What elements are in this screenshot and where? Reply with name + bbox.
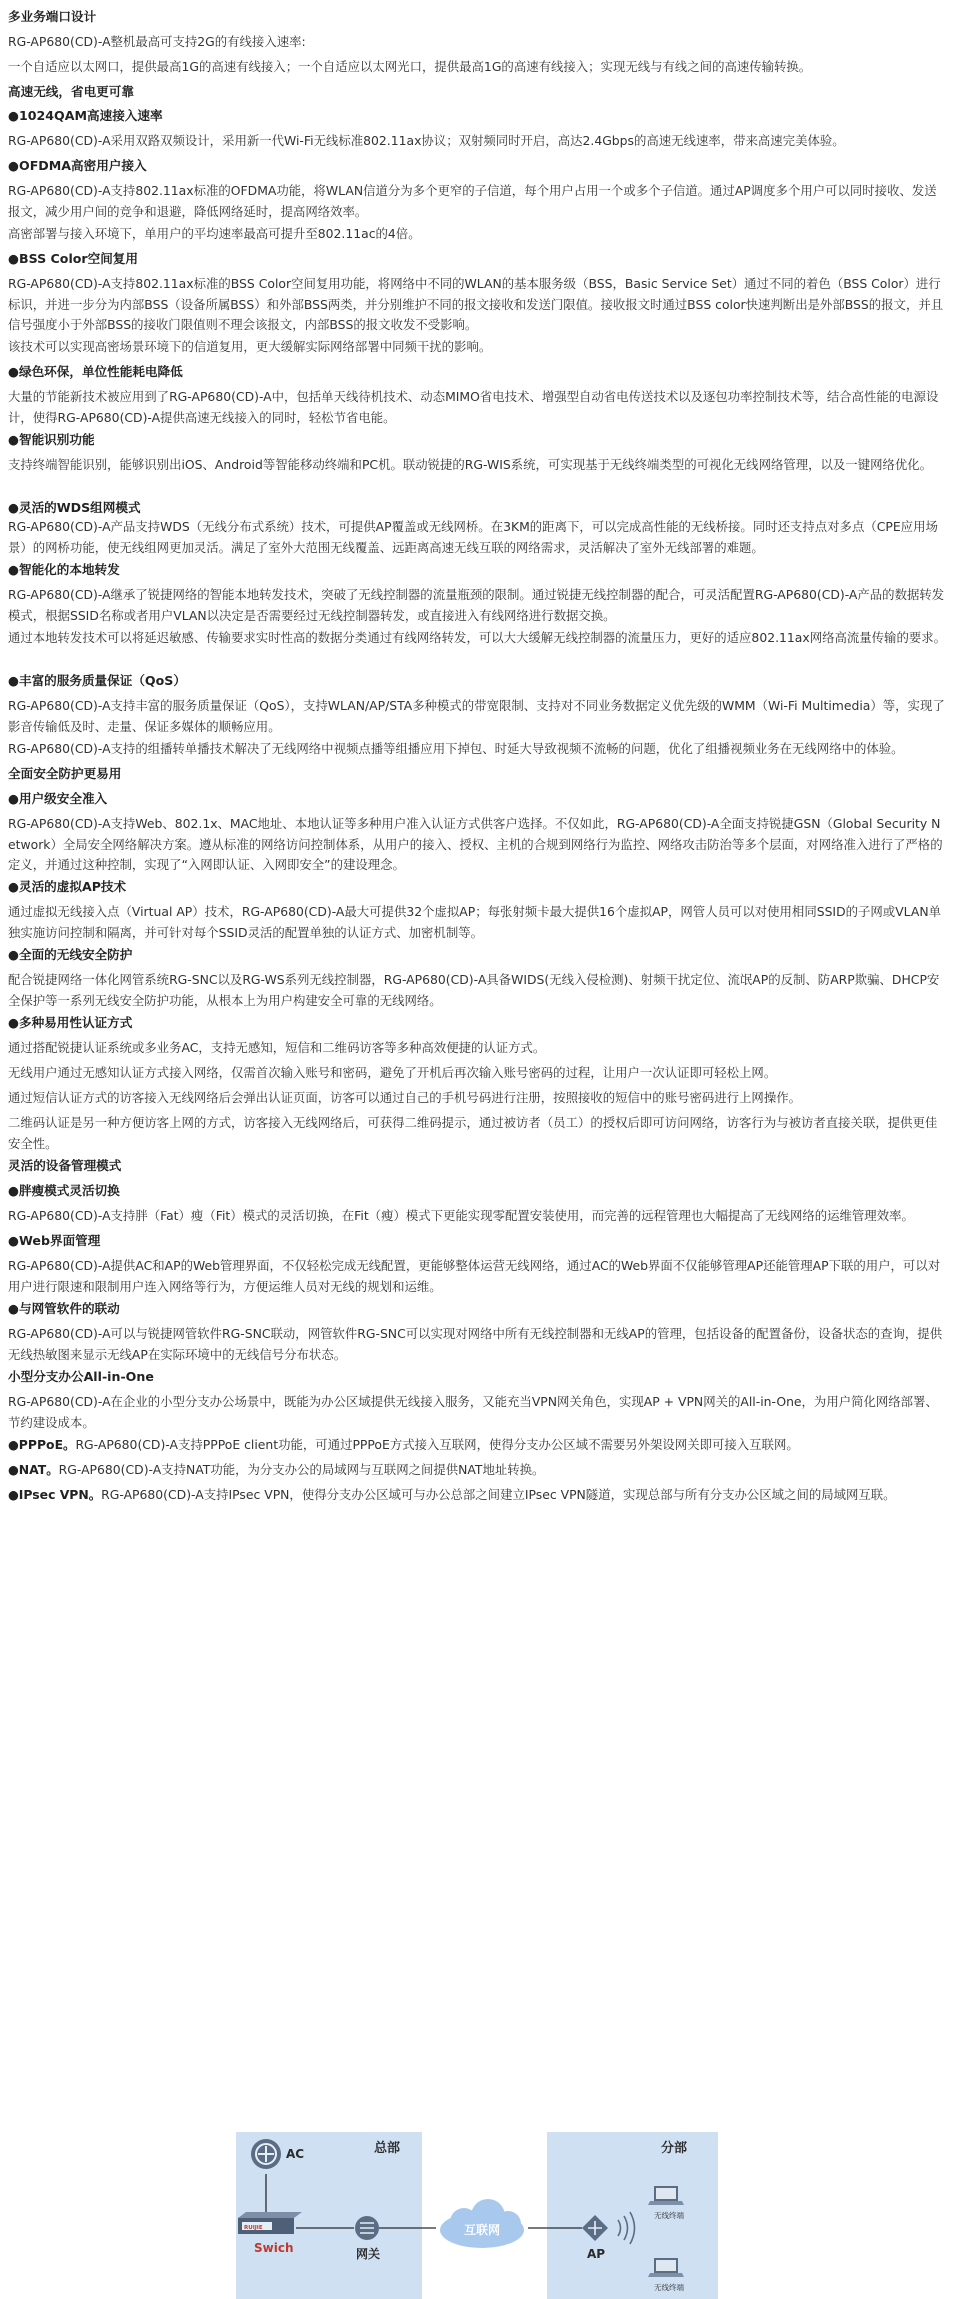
- branch-label: 分部: [661, 2141, 688, 2156]
- heading-security: 全面安全防护更易用: [8, 766, 122, 781]
- heading-smart-identify: ●智能识别功能: [8, 432, 95, 447]
- text-pppoe: RG-AP680(CD)-A支持PPPoE client功能，可通过PPPoE方式接入互联网，使得分支办公区域不需要另外架设网关即可接入互联网。: [75, 1437, 799, 1452]
- heading-device-mgmt: 灵活的设备管理模式: [8, 1158, 122, 1173]
- paragraph: 通过短信认证方式的访客接入无线网络后会弹出认证页面，访客可以通过自己的手机号码进行注册，按照接收的短信中的账号密码进行上网操作。: [8, 1090, 801, 1105]
- paragraph: 一个自适应以太网口，提供最高1G的高速有线接入；一个自适应以太网光口，提供最高1G的高速有线接入；实现无线与有线之间的高速传输转换。: [8, 59, 812, 74]
- paragraph: RG-AP680(CD)-A产品支持WDS（无线分布式系统）技术，可提供AP覆盖或无线网桥。在3KM的距离下，可以完成高性能的无线桥接。同时还支持点对多点（CPE应用场景）的网桥功能，使无线组网更加灵活。满足了室外大范围无线覆盖、远距离高速无线互联的网络需求，灵活解决了室外无线部署的难题。: [8, 519, 938, 555]
- paragraph: 无线用户通过无感知认证方式接入网络，仅需首次输入账号和密码，避免了开机后再次输入账号密码的过程，让用户一次认证即可轻松上网。: [8, 1065, 777, 1080]
- paragraph: 通过虚拟无线接入点（Virtual AP）技术，RG-AP680(CD)-A最大可提供32个虚拟AP；每张射频卡最大提供16个虚拟AP，网管人员可以对使用相同SSID的子网或VLAN单独实施访问控制和隔离，并可针对每个SSID灵活的配置单独的认证方式、加密机制等。: [8, 904, 941, 940]
- heading-user-auth: ●用户级安全准入: [8, 791, 108, 806]
- terminal-label-1: 无线终端: [654, 2211, 684, 2220]
- paragraph: RG-AP680(CD)-A支持的组播转单播技术解决了无线网络中视频点播等组播应用下掉包、时延大导致视频不流畅的问题，优化了组播视频业务在无线网络中的体验。: [8, 741, 904, 756]
- lead-pppoe: ●PPPoE。: [8, 1437, 76, 1452]
- paragraph: RG-AP680(CD)-A继承了锐捷网络的智能本地转发技术，突破了无线控制器的流量瓶颈的限制。通过锐捷无线控制器的配合，可灵活配置RG-AP680(CD)-A产品的数据转发模式，根据SSID名称或者用户VLAN以决定是否需要经过无线控制器转发，或直接进入有线网络进行数据交换。: [8, 587, 945, 623]
- paragraph: RG-AP680(CD)-A支持丰富的服务质量保证（QoS），支持WLAN/AP/STA多种模式的带宽限制、支持对不同业务数据定义优先级的WMM（Wi-Fi Multimedia）等，实现了影音传输低及时、走量、保证多媒体的顺畅应用。: [8, 698, 945, 734]
- heading-multi-port: 多业务端口设计: [8, 9, 97, 24]
- ap-label: AP: [587, 2247, 606, 2261]
- text-nat: RG-AP680(CD)-A支持NAT功能，为分支办公的局域网与互联网之间提供NAT地址转换。: [58, 1462, 545, 1477]
- heading-virtual-ap: ●灵活的虚拟AP技术: [8, 879, 127, 894]
- paragraph-pppoe: [8, 1435, 946, 1456]
- paragraph: RG-AP680(CD)-A在企业的小型分支办公场景中，既能为办公区域提供无线接入服务，又能充当VPN网关角色，实现AP + VPN网关的All-in-One，为用户简化网络部署、节约建设成本。: [8, 1394, 938, 1430]
- text-ipsec: RG-AP680(CD)-A支持IPsec VPN，使得分支办公区域可与办公总部之间建立IPsec VPN隧道，实现总部与所有分支办公区域之间的局域网互联。: [101, 1487, 896, 1502]
- network-diagram: [236, 2132, 718, 2299]
- lead-nat: ●NAT。: [8, 1462, 59, 1477]
- paragraph: 通过本地转发技术可以将延迟敏感、传输要求实时性高的数据分类通过有线网络转发，可以大大缓解无线控制器的流量压力，更好的适应802.11ax网络高流量传输的要求。: [8, 630, 947, 645]
- heading-high-speed: 高速无线，省电更可靠: [8, 84, 134, 99]
- switch-label: Swich: [254, 2241, 294, 2255]
- heading-wds: ●灵活的WDS组网模式: [8, 500, 141, 515]
- paragraph: RG-AP680(CD)-A支持802.11ax标准的BSS Color空间复用功能，将网络中不同的WLAN的基本服务级（BSS，Basic Service Set）通过不同的着色（BSS Color）进行标识，并进一步分为内部BSS（设备所属BSS）和外部BSS两类，并分别维护不同的报文接收和发送门限值。接收报文时通过BSS color快速判断出是外部BSS的报文，并且信号强度小于外部BSS的接收门限值则不理会该报文，内部BSS的报文收发不受影响。: [8, 276, 944, 333]
- heading-bss-color: ●BSS Color空间复用: [8, 251, 138, 266]
- paragraph: 支持终端智能识别，能够识别出iOS、Android等智能移动终端和PC机。联动锐捷的RG-WIS系统，可实现基于无线终端类型的可视化无线网络管理，以及一键网络优化。: [8, 457, 933, 472]
- heading-1024qam: ●1024QAM高速接入速率: [8, 108, 163, 123]
- gateway-label: 网关: [356, 2247, 381, 2261]
- heading-branch-office: 小型分支办公All-in-One: [8, 1369, 154, 1384]
- heading-easy-auth: ●多种易用性认证方式: [8, 1015, 133, 1030]
- network-diagram-svg: [236, 2132, 718, 2299]
- paragraph: RG-AP680(CD)-A支持802.11ax标准的OFDMA功能，将WLAN信道分为多个更窄的子信道，每个用户占用一个或多个子信道。通过AP调度多个用户可以同时接收、发送报文，减少用户间的竞争和退避，降低网络延时，提高网络效率。: [8, 183, 937, 219]
- ac-label: AC: [286, 2147, 305, 2161]
- paragraph: RG-AP680(CD)-A整机最高可支持2G的有线接入速率:: [8, 34, 306, 49]
- heading-qos: ●丰富的服务质量保证（QoS）: [8, 673, 186, 688]
- heading-snc: ●与网管软件的联动: [8, 1301, 120, 1316]
- switch-tag: RUIJIE: [244, 2225, 263, 2231]
- paragraph: 二维码认证是另一种方便访客上网的方式，访客接入无线网络后，可获得二维码提示，通过被访者（员工）的授权后即可访问网络，访客行为与被访者直接关联，提供更佳安全性。: [8, 1115, 938, 1151]
- paragraph: 大量的节能新技术被应用到了RG-AP680(CD)-A中，包括单天线待机技术、动态MIMO省电技术、增强型自动省电传送技术以及逐包功率控制技术等，结合高性能的电源设计，使得RG-AP680(CD)-A提供高速无线接入的同时，轻松节省电能。: [8, 389, 939, 425]
- paragraph: RG-AP680(CD)-A提供AC和AP的Web管理界面，不仅轻松完成无线配置，更能够整体运营无线网络，通过AC的Web界面不仅能够管理AP还能管理AP下联的用户，可以对用户进行限速和限制用户连入网络等行为，方便运维人员对无线的规划和运维。: [8, 1258, 941, 1294]
- paragraph: RG-AP680(CD)-A支持Web、802.1x、MAC地址、本地认证等多种用户准入认证方式供客户选择。不仅如此，RG-AP680(CD)-A全面支持锐捷GSN（Global Security Network）全局安全网络解决方案。遵从标准的网络访问控制体系，从用户的接入、授权、主机的合规到网络行为监控、网络攻击防治等多个层面，对网络准入进行了严格的定义，并通过这种控制，实现了“入网即认证、入网即安全”的建设理念。: [8, 816, 943, 873]
- paragraph-ipsec: [8, 1485, 946, 1506]
- paragraph: RG-AP680(CD)-A支持胖（Fat）瘦（Fit）模式的灵活切换，在Fit（瘦）模式下更能实现零配置安装使用，而完善的远程管理也大幅提高了无线网络的运维管理效率。: [8, 1208, 914, 1223]
- paragraph: RG-AP680(CD)-A采用双路双频设计，采用新一代Wi-Fi无线标准802.11ax协议；双射频同时开启，高达2.4Gbps的高速无线速率，带来高速完美体验。: [8, 133, 845, 148]
- heading-local-forward: ●智能化的本地转发: [8, 562, 120, 577]
- heading-wireless-security: ●全面的无线安全防护: [8, 947, 133, 962]
- heading-ofdma: ●OFDMA高密用户接入: [8, 158, 147, 173]
- paragraph: 配合锐捷网络一体化网管系统RG-SNC以及RG-WS系列无线控制器，RG-AP680(CD)-A具备WIDS(无线入侵检测)、射频干扰定位、流氓AP的反制、防ARP欺骗、DHCP安全保护等一系列无线安全防护功能，从根本上为用户构建安全可靠的无线网络。: [8, 972, 940, 1008]
- paragraph: RG-AP680(CD)-A可以与锐捷网管软件RG-SNC联动，网管软件RG-SNC可以实现对网络中所有无线控制器和无线AP的管理，包括设备的配置备份，设备状态的查询，提供无线热敏图来显示无线AP在实际环境中的无线信号分布状态。: [8, 1326, 943, 1362]
- heading-green: ●绿色环保，单位性能耗电降低: [8, 364, 183, 379]
- paragraph-nat: [8, 1460, 946, 1481]
- heading-fat-fit: ●胖瘦模式灵活切换: [8, 1183, 120, 1198]
- paragraph: 该技术可以实现高密场景环境下的信道复用，更大缓解实际网络部署中同频干扰的影响。: [8, 339, 492, 354]
- hq-label: 总部: [374, 2141, 401, 2156]
- paragraph: 高密部署与接入环境下，单用户的平均速率最高可提升至802.11ac的4倍。: [8, 226, 421, 241]
- gateway-icon: [355, 2216, 379, 2240]
- ac-icon: [251, 2139, 281, 2169]
- internet-label: 互联网: [464, 2223, 501, 2237]
- paragraph: 通过搭配锐捷认证系统或多业务AC，支持无感知，短信和二维码访客等多种高效便捷的认证方式。: [8, 1040, 546, 1055]
- lead-ipsec: ●IPsec VPN。: [8, 1487, 102, 1502]
- heading-web-mgmt: ●Web界面管理: [8, 1233, 101, 1248]
- terminal-label-2: 无线终端: [654, 2283, 684, 2292]
